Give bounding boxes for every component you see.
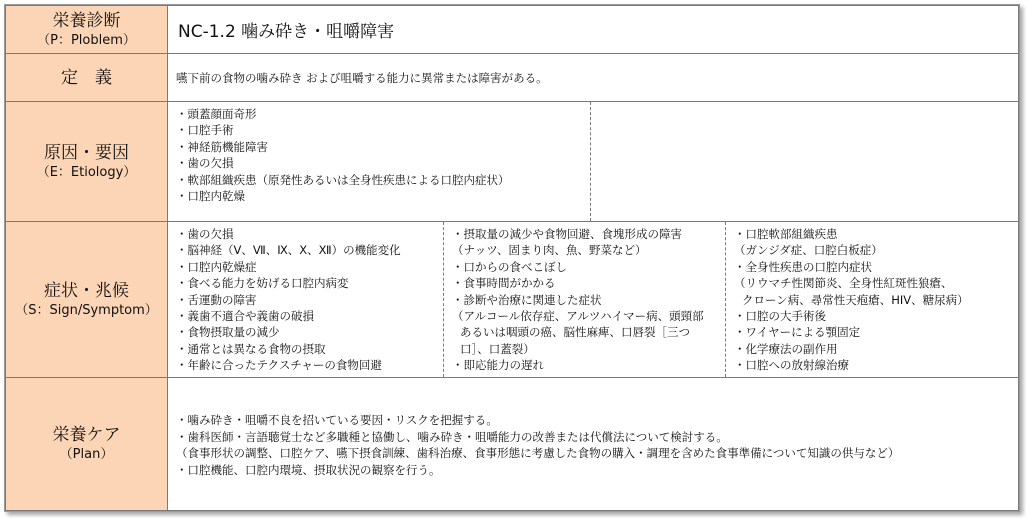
diagnosis-label-cell [6,6,168,54]
list-item: ・歯の欠損 [176,227,234,241]
etiology-row [6,102,1019,222]
list-item: ・即応能力の遅れ [452,358,544,373]
list-item: ・年齢に合ったテクスチャーの食物回避 [176,358,382,373]
definition-text: 嚥下前の食物の噛み砕き および咀嚼する能力に異常または障害がある。 [176,70,548,85]
list-item: ・口からの食べこぼし [452,259,567,274]
list-item: ・食事時間がかかる [452,276,556,291]
list-item: クローン病、尋常性天疱瘡、HIV、糖尿病） [742,292,969,307]
list-item: ・食物摂取量の減少 [176,325,280,340]
definition-label-cell [6,54,168,102]
list-item: ・噛み砕き・咀嚼不良を招いている要因・リスクを把握する。 [176,413,498,427]
list-item: （食事形状の調整、口腔ケア、嚥下摂食訓練、歯科治療、食事形態に考慮した食物の購入・調理を含めた食事準備について知識の供与など） [176,446,900,461]
list-item: ・口腔軟部組織疾患 [734,227,838,241]
symptoms-column-2 [443,222,725,377]
list-item: 口］、口蓋裂） [460,341,535,356]
plan-label-cell [6,378,168,511]
nutrition-diagnosis-sheet [4,4,1020,512]
list-item: ・口腔の大手術後 [734,309,826,324]
list-item: ・口腔内乾燥症 [176,259,257,274]
list-item: ・口腔機能、口腔内環境、摂取状況の観察を行う。 [176,462,441,477]
diagnosis-title-cell [168,6,1019,54]
list-item: ・舌運動の障害 [176,292,257,307]
list-item: ・診断や治療に関連した症状 [452,292,602,307]
etiology-label: 原因・要因 [44,142,129,163]
diagnosis-row [6,6,1019,54]
list-item: ・化学療法の副作用 [734,341,838,356]
list-item: （ナッツ、固まり肉、魚、野菜など） [452,243,647,258]
symptoms-list-1 [168,222,443,374]
list-item: （ガンジダ症、口腔白板症） [734,243,883,258]
list-item: ・歯科医師・言語聴覚士など多職種と協働し、噛み砕き・咀嚼能力の改善または代償法について検討する。 [176,429,728,444]
list-item: ・神経筋機能障害 [176,139,268,154]
symptoms-column-3 [725,222,1018,377]
symptoms-column-1 [168,222,443,377]
definition-text-cell [168,54,1019,102]
plan-list [168,378,1018,478]
definition-label: 定 義 [61,67,112,88]
symptoms-sublabel: （S：Sign/Symptom） [15,302,158,318]
symptoms-row [6,222,1019,378]
symptoms-list-3 [726,222,1018,374]
list-item: ・通常とは異なる食物の摂取 [176,341,326,356]
etiology-label-cell [6,102,168,222]
etiology-column [168,102,590,221]
list-item: ・口腔への放射線治療 [734,358,849,373]
plan-content-cell [168,378,1019,511]
etiology-empty-column [590,102,1018,221]
etiology-content-cell [168,102,1019,222]
list-item: ・頭蓋顔面奇形 [176,107,257,121]
diagnosis-title: NC-1.2 噛み砕き・咀嚼障害 [178,22,395,42]
list-item: あるいは咽頭の癌、脳性麻痺、口唇裂［三つ [460,325,690,340]
list-item: ・口腔手術 [176,123,234,138]
etiology-sublabel: （E：Etiology） [36,164,137,180]
symptoms-list-2 [444,222,725,374]
definition-row [6,54,1019,102]
list-item: ・脳神経（Ⅴ、Ⅶ、Ⅸ、Ⅹ、Ⅻ）の機能変化 [176,243,401,258]
list-item: ・義歯不適合や義歯の破損 [176,309,314,324]
list-item: ・食べる能力を妨げる口腔内病変 [176,276,349,291]
list-item: ・摂取量の減少や食物回避、食塊形成の障害 [452,227,682,241]
symptoms-label-cell [6,222,168,378]
symptoms-label: 症状・兆候 [44,280,129,301]
plan-row [6,378,1019,511]
plan-sublabel: （Plan） [59,447,114,462]
list-item: ・口腔内乾燥 [176,189,245,204]
list-item: ・全身性疾患の口腔内症状 [734,259,872,274]
plan-label: 栄養ケア [52,425,121,445]
symptoms-content-cell [168,222,1019,378]
list-item: ・ワイヤーによる顎固定 [734,325,861,340]
diagnosis-label: 栄養診断 [52,10,121,31]
list-item: ・軟部組織疾患（原発性あるいは全身性疾患による口腔内症状） [176,172,510,187]
list-item: （リウマチ性関節炎、全身性紅斑性狼瘡、 [734,276,953,291]
diagnosis-sublabel: （P：Ploblem） [37,32,136,48]
diagnosis-table [5,5,1019,511]
etiology-list [168,102,590,204]
list-item: （アルコール依存症、アルツハイマー病、頭頸部 [452,309,704,324]
list-item: ・歯の欠損 [176,156,234,171]
